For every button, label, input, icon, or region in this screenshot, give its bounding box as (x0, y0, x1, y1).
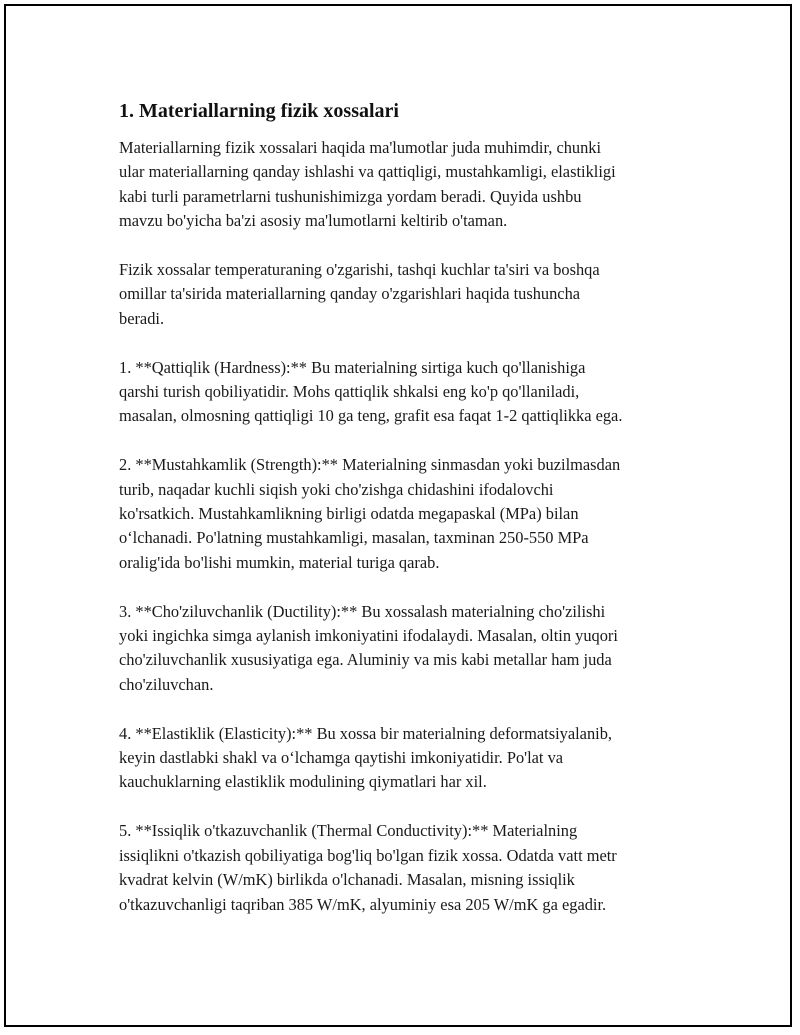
paragraph-ductility: 3. **Cho'ziluvchanlik (Ductility):** Bu xossalash materialning cho'zilishi yoki ingichka simga aylanish imkoniyatini ifodalaydi. Masalan, oltin yuqori cho'ziluvchanlik xususiyatiga ega. Aluminiy va mis kabi metallar ham juda cho'ziluvchan. (119, 601, 618, 694)
paragraph-physical-properties: Fizik xossalar temperaturaning o'zgarishi, tashqi kuchlar ta'siri va boshqa omillar ta'sirida materiallarning qanday o'zgarishlari haqida tushuncha beradi. (119, 260, 600, 328)
paragraph-elasticity: 4. **Elastiklik (Elasticity):** Bu xossa bir materialning deformatsiyalanib, keyin dastlabki shakl va o‘lchamga qaytishi imkoniyatidir. Po'lat va kauchuklarning elastiklik modulining qiymatlari har xil. (119, 723, 612, 792)
paragraph-strength: 2. **Mustahkamlik (Strength):** Materialning sinmasdan yoki buzilmasdan turib, naqadar kuchli siqish yoki cho'zishga chidashini ifodalovchi ko'rsatkich. Mustahkamlikning birligi odatda megapaskal (MPa) bilan o‘lchanadi. Po'latning mustahkamligi, masalan, taxminan 250-550 MPa oralig'ida bo'lishi mumkin, material turiga qarab. (119, 455, 621, 572)
page-frame (4, 4, 792, 1027)
paragraph-hardness: 1. **Qattiqlik (Hardness):** Bu materialning sirtiga kuch qo'llanishiga qarshi turish qobiliyatidir. Mohs qattiqlik shkalsi eng ko'p qo'llaniladi, masalan, olmosning qattiqligi 10 ga teng, grafit esa faqat 1-2 qattiqlikka ega. (119, 357, 623, 426)
document-body (119, 98, 699, 917)
paragraph-intro: Materiallarning fizik xossalari haqida ma'lumotlar juda muhimdir, chunki ular materiallarning qanday ishlashi va qattiqligi, mustahkamligi, elastikligi kabi turli parametrlarni tushunishimizga yordam beradi. Quyida ushbu mavzu bo'yicha ba'zi asosiy ma'lumotlarni keltirib o'taman. (119, 138, 616, 231)
paragraph-thermal-conductivity: 5. **Issiqlik o'tkazuvchanlik (Thermal Conductivity):** Materialning issiqlikni o'tkazish qobiliyatiga bog'liq bo'lgan fizik xossa. Odatda vatt metr kvadrat kelvin (W/mK) birlikda o'lchanadi. Masalan, misning issiqlik o'tkazuvchanligi taqriban 385 W/mK, alyuminiy esa 205 W/mK ga egadir. (119, 821, 617, 914)
document-title: 1. Materiallarning fizik xossalari (119, 100, 399, 122)
